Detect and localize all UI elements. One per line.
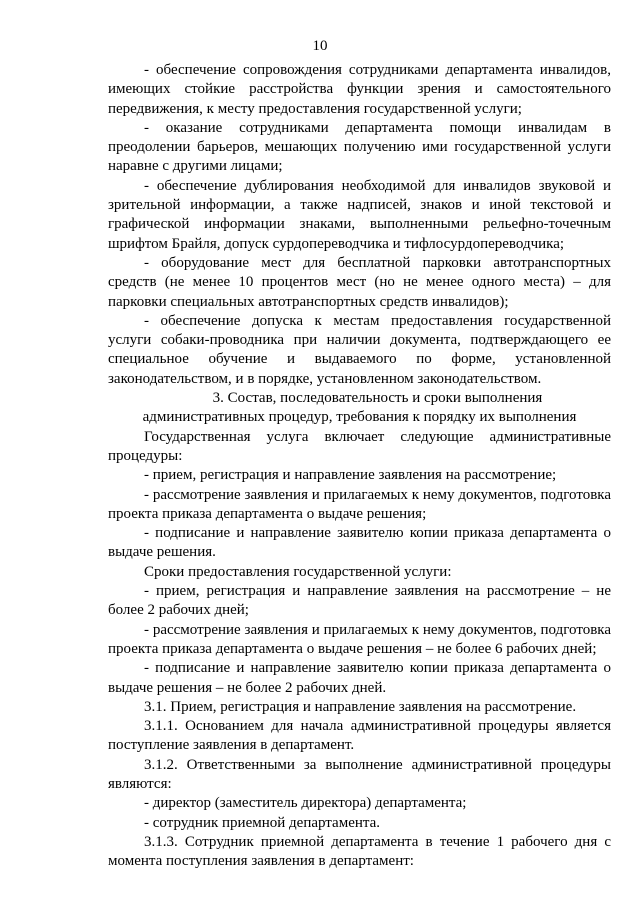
paragraph: - оказание сотрудниками департамента помощи инвалидам в преодолении барьеров, мешающих получению ими государственной услуги наравне с другими лицами;	[108, 119, 611, 175]
paragraph: 3.1.3. Сотрудник приемной департамента в течение 1 рабочего дня с момента поступления заявления в департамент:	[108, 833, 611, 870]
paragraph: 3.1.1. Основанием для начала административной процедуры является поступление заявления в департамент.	[108, 718, 611, 754]
paragraph: - рассмотрение заявления и прилагаемых к нему документов, подготовка проекта приказа департамента о выдаче решения – не более 6 рабочих дней;	[108, 621, 611, 657]
page-number: 10	[312, 38, 328, 54]
paragraph: - директор (заместитель директора) департамента;	[144, 795, 467, 812]
paragraph: - обеспечение допуска к местам предоставления государственной услуги собаки-проводника при наличии документа, подтверждающего ее специальное обучение и выдаваемого по форме, установленной законодательством, и в порядке, установленном законодательством.	[108, 312, 611, 387]
paragraph: Сроки предоставления государственной услуги:	[144, 563, 452, 580]
document-body	[108, 61, 611, 871]
paragraph: - рассмотрение заявления и прилагаемых к нему документов, подготовка проекта приказа департамента о выдаче решения;	[108, 486, 611, 522]
paragraph: - сотрудник приемной департамента.	[144, 814, 381, 831]
paragraph: - оборудование мест для бесплатной парковки автотранспортных средств (не менее 10 процентов мест (но не менее одного места) – для парковки специальных автотранспортных средств инвалидов);	[108, 254, 611, 310]
paragraph: - обеспечение дублирования необходимой для инвалидов звуковой и зрительной информации, а также надписей, знаков и иной текстовой и графической информации знаками, выполненными рельефно-точечным шрифтом Брайля, допуск сурдопереводчика и тифлосурдопереводчика;	[108, 177, 611, 252]
paragraph: - подписание и направление заявителю копии приказа департамента о выдаче решения.	[108, 525, 611, 561]
section-heading: 3. Состав, последовательность и сроки выполнения административных процедур, требования к порядку их выполнения	[142, 390, 577, 426]
paragraph: - обеспечение сопровождения сотрудниками департамента инвалидов, имеющих стойкие расстройства функции зрения и самостоятельного передвижения, к месту предоставления государственной услуги;	[108, 62, 611, 117]
paragraph: Государственная услуга включает следующие административные процедуры:	[108, 428, 611, 464]
paragraph: - прием, регистрация и направление заявления на рассмотрение – не более 2 рабочих дней;	[108, 583, 611, 619]
paragraph: 3.1.2. Ответственными за выполнение административной процедуры являются:	[108, 756, 611, 792]
paragraph: 3.1. Прием, регистрация и направление заявления на рассмотрение.	[144, 698, 577, 715]
paragraph: - прием, регистрация и направление заявления на рассмотрение;	[144, 467, 557, 484]
paragraph: - подписание и направление заявителю копии приказа департамента о выдаче решения – не более 2 рабочих дней.	[108, 660, 611, 696]
